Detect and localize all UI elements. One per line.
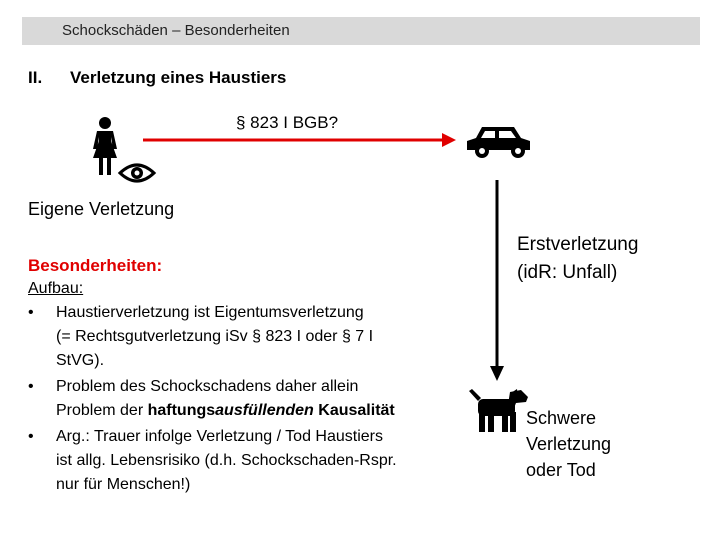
section-number: II. [28,68,43,87]
bullet2-line2 [56,399,468,423]
bullet3-line1: Arg.: Trauer infolge Verletzung / Tod Haustiers [56,428,383,445]
black-arrow [490,180,504,381]
bullet-item-3 [28,425,468,497]
bullet2-line1: Problem des Schockschadens daher allein [56,378,359,395]
left-label: Eigene Verletzung [28,199,175,219]
bullet2-bold-italic-wrap [215,402,314,419]
end-label-line2: Verletzung [526,434,612,454]
bullet-dot: • [28,428,34,445]
red-arrow [143,133,456,147]
bullet1-line2: (= Rechtsgutverletzung iSv § 823 I oder § 7 I [56,328,374,345]
end-label-line1: Schwere [526,408,597,428]
bullet3-line3: nur für Menschen!) [56,476,191,493]
bullet2-prefix: Problem der [56,402,148,419]
bullet2-bold-italic: ausfüllenden [215,402,314,419]
eye-icon [120,165,154,181]
bullet1-line3: StVG). [56,352,105,369]
content-subheading: Aufbau: [28,280,84,297]
right-label [517,231,638,287]
end-label-line3: oder Tod [526,460,596,480]
content-heading: Besonderheiten: [28,256,163,275]
header-title: Schockschäden – Besonderheiten [62,22,290,39]
bullet2-bold2: Kausalität [313,402,395,419]
bullet-dot: • [28,378,34,395]
arrow-label: § 823 I BGB? [236,113,339,132]
end-label [526,405,611,483]
right-label-line1: Erstverletzung [517,234,639,255]
right-label-line2: (idR: Unfall) [517,262,618,283]
bullet-list [28,301,468,499]
section-title-text: Verletzung eines Haustiers [70,68,287,87]
bullet2-bold1: haftungs [147,402,216,419]
bullet-dot: • [28,304,34,321]
bullet-item-2 [28,375,468,423]
person-icon [93,117,117,175]
bullet-item-1 [28,301,468,373]
bullet3-line2: ist allg. Lebensrisiko (d.h. Schockschaden-Rspr. [56,452,397,469]
car-icon [467,127,530,158]
dog-icon [469,389,528,432]
bullet1-line1: Haustierverletzung ist Eigentumsverletzung [56,304,364,321]
